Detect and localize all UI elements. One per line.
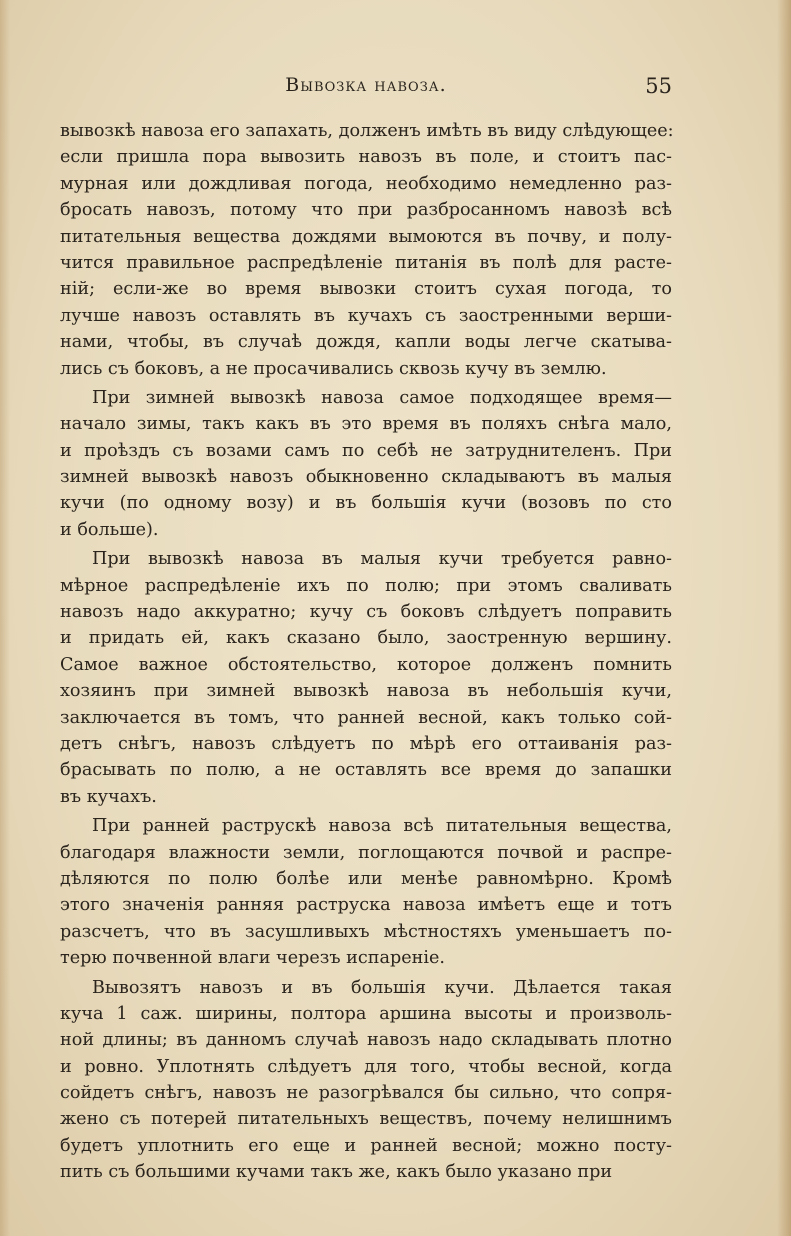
text-line: и ровно. Уплотнять слѣдуетъ для того, чтобы весной, когда: [60, 1056, 672, 1077]
text-line: ной длины; въ данномъ случаѣ навозъ надо складывать плотно: [60, 1030, 672, 1051]
text-line: куча 1 саж. ширины, полтора аршина высоты и произволь-: [60, 1003, 672, 1024]
text-line: питательныя вещества дождями вымоются въ почву, и полу-: [60, 226, 672, 247]
text-line: При зимней вывозкѣ навоза самое подходящее время—: [92, 387, 672, 408]
text-line: терю почвенной влаги черезъ испареніе.: [60, 948, 445, 969]
page-edge-shadow-right: [777, 0, 791, 1236]
text-line: дѣляются по полю болѣе или менѣе равномѣрно. Кромѣ: [60, 868, 672, 889]
text-line: навозъ надо аккуратно; кучу съ боковъ слѣдуетъ поправить: [60, 602, 672, 623]
text-line: ній; если-же во время вывозки стоитъ сухая погода, то: [60, 279, 672, 300]
text-line: Вывозятъ навозъ и въ большія кучи. Дѣлается такая: [92, 977, 672, 998]
text-line: лучше навозъ оставлять въ кучахъ съ заостренными верши-: [60, 305, 672, 326]
text-line: и проѣздъ съ возами самъ по себѣ не затруднителенъ. При: [60, 440, 672, 461]
text-line: мѣрное распредѣленіе ихъ по полю; при этомъ сваливать: [60, 575, 672, 596]
text-line: вывозкѣ навоза его запахать, долженъ имѣть въ виду слѣдующее:: [60, 121, 674, 141]
text-line: чится правильное распредѣленіе питанія въ полѣ для расте-: [60, 252, 672, 273]
paragraph: [60, 546, 672, 810]
text-line: благодаря влажности земли, поглощаются почвой и распре-: [60, 842, 672, 863]
text-line: заключается въ томъ, что ранней весной, какъ только сой-: [60, 707, 672, 728]
text-line: При вывозкѣ навоза въ малыя кучи требуется равно-: [92, 549, 672, 570]
text-line: и больше).: [60, 519, 159, 540]
paragraph: [60, 813, 672, 971]
text-line: нами, чтобы, въ случаѣ дождя, капли воды легче скатыва-: [60, 332, 672, 353]
text-line: жено съ потерей питательныхъ веществъ, почему нелишнимъ: [60, 1109, 672, 1130]
text-line: бросать навозъ, потому что при разбросанномъ навозѣ всѣ: [60, 200, 672, 221]
text-line: разсчетъ, что въ засушливыхъ мѣстностяхъ уменьшаетъ по-: [60, 921, 672, 942]
text-line: детъ снѣгъ, навозъ слѣдуетъ по мѣрѣ его оттаиванія раз-: [60, 733, 672, 754]
text-line: сойдетъ снѣгъ, навозъ не разогрѣвался бы сильно, что сопря-: [60, 1083, 672, 1104]
text-line: этого значенія ранняя раструска навоза имѣетъ еще и тотъ: [60, 895, 672, 916]
text-line: зимней вывозкѣ навозъ обыкновенно складываютъ въ малыя: [60, 467, 672, 488]
page-edge-shadow-left: [0, 0, 10, 1236]
text-line: брасывать по полю, а не оставлять все время до запашки: [60, 760, 672, 781]
text-line: и придать ей, какъ сказано было, заостренную вершину.: [60, 628, 672, 649]
running-title: Вывозка навоза.: [285, 74, 447, 96]
text-line: лись съ боковъ, а не просачивались сквозь кучу въ землю.: [60, 358, 607, 379]
text-line: кучи (по одному возу) и въ большія кучи (возовъ по сто: [60, 493, 672, 514]
text-line: хозяинъ при зимней вывозкѣ навоза въ небольшія кучи,: [60, 681, 672, 702]
text-line: Самое важное обстоятельство, которое долженъ помнить: [60, 654, 672, 675]
text-line: При ранней раструскѣ навоза всѣ питательныя вещества,: [92, 816, 672, 837]
text-line: будетъ уплотнить его еще и ранней весной; можно посту-: [60, 1135, 672, 1156]
text-line: если пришла пора вывозить навозъ въ поле, и стоитъ пас-: [60, 147, 672, 168]
text-line: начало зимы, такъ какъ въ это время въ поляхъ снѣга мало,: [60, 414, 672, 435]
text-line: пить съ большими кучами такъ же, какъ было указано при: [60, 1162, 613, 1183]
page-header: [60, 74, 672, 104]
paragraph: [60, 975, 672, 1186]
page-number: 55: [645, 74, 672, 98]
paragraph: [60, 118, 672, 382]
text-line: въ кучахъ.: [60, 786, 157, 807]
text-line: мурная или дождливая погода, необходимо немедленно раз-: [60, 173, 672, 194]
paragraph: [60, 385, 672, 543]
body-text: [60, 118, 672, 1186]
